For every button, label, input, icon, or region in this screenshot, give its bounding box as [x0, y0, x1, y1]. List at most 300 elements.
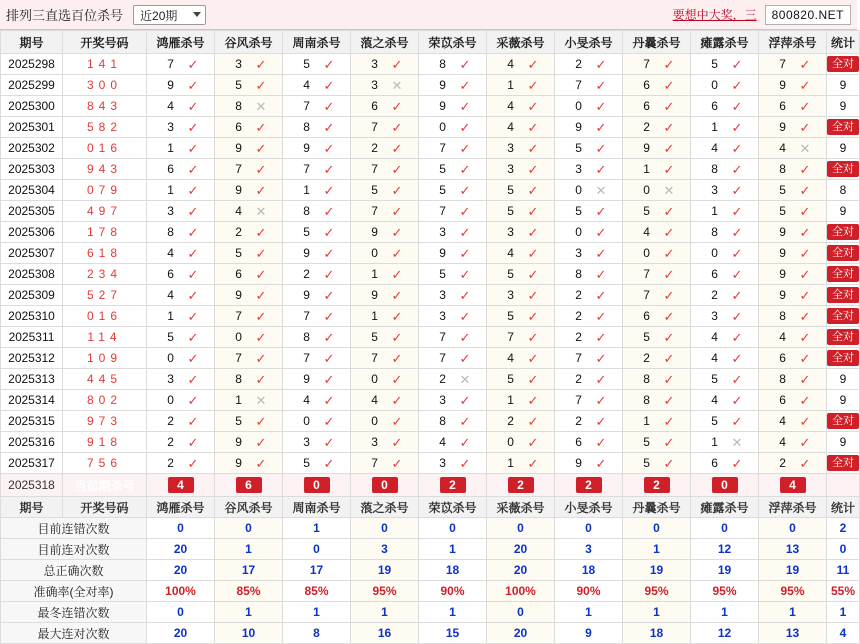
check-icon: ✓: [391, 119, 403, 135]
check-icon: ✓: [799, 245, 811, 261]
check-icon: ✓: [731, 287, 743, 303]
current-stat: [827, 474, 860, 497]
kill-number: 4: [643, 225, 650, 239]
row-draw-code: 973: [63, 411, 147, 432]
row-draw-code: 943: [63, 159, 147, 180]
kill-cell: [691, 411, 759, 432]
kill-number: 8: [643, 393, 650, 407]
kill-number: 0: [371, 372, 378, 386]
stat-value: 9: [839, 99, 847, 113]
summary-cell: [215, 539, 283, 560]
kill-cell: [759, 432, 827, 453]
kill-cell: [215, 369, 283, 390]
current-kill-cell: [759, 474, 827, 497]
check-icon: ✓: [799, 161, 811, 177]
kill-number: 9: [779, 246, 786, 260]
kill-cell: [759, 369, 827, 390]
row-issue: 2025309: [1, 285, 63, 306]
summary-value: 0: [177, 605, 184, 619]
kill-cell: [147, 201, 215, 222]
kill-number: 9: [439, 246, 446, 260]
kill-cell: [147, 306, 215, 327]
summary-cell: [419, 539, 487, 560]
kill-cell: [759, 243, 827, 264]
kill-cell: [759, 96, 827, 117]
summary-value: 17: [309, 563, 324, 577]
check-icon: ✓: [799, 182, 811, 198]
kill-cell: [351, 390, 419, 411]
kill-number: 2: [507, 414, 514, 428]
summary-total-value: 11: [836, 563, 850, 577]
kill-number: 6: [575, 435, 582, 449]
check-icon: ✓: [595, 413, 607, 429]
summary-column-header-1[interactable]: 开奖号码: [63, 497, 147, 518]
table-row[interactable]: [1, 327, 860, 348]
check-icon: ✓: [255, 371, 267, 387]
summary-total-value: 1: [839, 605, 847, 619]
summary-value: 0: [585, 521, 592, 535]
summary-total: [827, 623, 860, 644]
check-icon: ✓: [391, 455, 403, 471]
kill-number: 6: [235, 120, 242, 134]
kill-cell: [419, 327, 487, 348]
kill-cell: [215, 243, 283, 264]
row-issue: 2025313: [1, 369, 63, 390]
check-icon: ✓: [323, 434, 335, 450]
check-icon: ✓: [799, 203, 811, 219]
summary-value: 20: [173, 563, 188, 577]
row-stat: [827, 201, 860, 222]
promo-link[interactable]: 要想中大奖，三: [672, 8, 757, 22]
kill-number: 5: [575, 141, 582, 155]
kill-cell: [419, 411, 487, 432]
kill-number: 5: [507, 372, 514, 386]
kill-number: 7: [371, 456, 378, 470]
kill-number: 7: [439, 141, 446, 155]
check-icon: ✓: [595, 77, 607, 93]
check-icon: ✓: [187, 413, 199, 429]
check-icon: ✓: [323, 56, 335, 72]
check-icon: ✓: [391, 308, 403, 324]
kill-number: 9: [235, 288, 242, 302]
kill-number: 2: [575, 288, 582, 302]
check-icon: ✓: [595, 245, 607, 261]
table-row[interactable]: [1, 117, 860, 138]
kill-number: 3: [507, 225, 514, 239]
kill-number: 7: [235, 309, 242, 323]
kill-number: 5: [235, 246, 242, 260]
table-row[interactable]: [1, 411, 860, 432]
kill-cell: [691, 453, 759, 474]
kill-number: 9: [439, 78, 446, 92]
column-header-9[interactable]: 丹曩杀号: [623, 31, 691, 54]
check-icon: ✓: [595, 161, 607, 177]
table-row[interactable]: [1, 285, 860, 306]
kill-number: 5: [303, 57, 310, 71]
summary-total-value: 2: [839, 521, 847, 535]
summary-value: 20: [513, 626, 528, 640]
kill-number: 0: [643, 183, 650, 197]
kill-number: 8: [303, 204, 310, 218]
kill-cell: [215, 96, 283, 117]
table-row[interactable]: [1, 138, 860, 159]
table-row[interactable]: [1, 222, 860, 243]
summary-column-header-6[interactable]: 荣苡杀号: [419, 497, 487, 518]
kill-number: 2: [575, 414, 582, 428]
check-icon: ✓: [255, 329, 267, 345]
kill-number: 1: [711, 204, 718, 218]
kill-number: 8: [303, 120, 310, 134]
check-icon: ✓: [731, 329, 743, 345]
kill-cell: [759, 180, 827, 201]
kill-number: 7: [303, 162, 310, 176]
check-icon: ✓: [459, 98, 471, 114]
summary-value: 17: [241, 563, 256, 577]
check-icon: ✓: [731, 392, 743, 408]
kill-cell: [487, 285, 555, 306]
current-issue: 2025318: [1, 474, 63, 497]
kill-cell: [487, 138, 555, 159]
check-icon: ✓: [323, 350, 335, 366]
table-row[interactable]: [1, 264, 860, 285]
row-stat: [827, 453, 860, 474]
kill-number: 1: [643, 162, 650, 176]
column-header-6[interactable]: 荣苡杀号: [419, 31, 487, 54]
summary-cell: [487, 602, 555, 623]
table-row[interactable]: [1, 348, 860, 369]
kill-cell: [351, 159, 419, 180]
check-icon: ✓: [799, 287, 811, 303]
row-stat: [827, 96, 860, 117]
kill-number: 4: [235, 204, 242, 218]
kill-number: 1: [303, 183, 310, 197]
current-kill-cell: [691, 474, 759, 497]
summary-column-header-7[interactable]: 采薇杀号: [487, 497, 555, 518]
check-icon: ✓: [527, 119, 539, 135]
summary-column-header-3[interactable]: 谷风杀号: [215, 497, 283, 518]
kill-number: 8: [235, 372, 242, 386]
check-icon: ✓: [255, 119, 267, 135]
summary-value: 1: [653, 542, 660, 556]
kill-cell: [691, 348, 759, 369]
kill-cell: [215, 180, 283, 201]
summary-value: 1: [449, 542, 456, 556]
kill-number: 2: [575, 330, 582, 344]
column-header-0[interactable]: 期号: [1, 31, 63, 54]
kill-number: 9: [303, 372, 310, 386]
kill-number: 0: [439, 120, 446, 134]
summary-value: 8: [313, 626, 320, 640]
kill-number: 1: [371, 267, 378, 281]
kill-cell: [759, 159, 827, 180]
kill-number: 6: [167, 162, 174, 176]
summary-cell: [691, 602, 759, 623]
check-icon: ✓: [187, 203, 199, 219]
summary-cell: [759, 560, 827, 581]
check-icon: ✓: [391, 329, 403, 345]
check-icon: ✓: [391, 287, 403, 303]
summary-column-header-9[interactable]: 丹曩杀号: [623, 497, 691, 518]
summary-value: 13: [785, 542, 800, 556]
check-icon: ✓: [459, 413, 471, 429]
check-icon: ✓: [323, 329, 335, 345]
check-icon: ✓: [459, 455, 471, 471]
kill-cell: [487, 369, 555, 390]
row-draw-code: 114: [63, 327, 147, 348]
kill-number: 2: [167, 456, 174, 470]
kill-number: 9: [643, 141, 650, 155]
table-row[interactable]: [1, 180, 860, 201]
status-badge: 全对: [827, 161, 859, 177]
column-header-3[interactable]: 谷风杀号: [215, 31, 283, 54]
check-icon: ✓: [323, 266, 335, 282]
check-icon: ✓: [799, 371, 811, 387]
column-header-4[interactable]: 周南杀号: [283, 31, 351, 54]
row-stat: [827, 54, 860, 75]
table-row[interactable]: [1, 159, 860, 180]
table-row[interactable]: [1, 432, 860, 453]
kill-cell: [351, 117, 419, 138]
summary-header-row: [1, 497, 860, 518]
summary-cell: [419, 560, 487, 581]
check-icon: ✓: [731, 161, 743, 177]
kill-cell: [623, 390, 691, 411]
kill-cell: [759, 117, 827, 138]
kill-cell: [623, 243, 691, 264]
check-icon: ✓: [663, 455, 675, 471]
table-row[interactable]: [1, 369, 860, 390]
row-draw-code: 618: [63, 243, 147, 264]
summary-cell: [623, 518, 691, 539]
cross-icon: ✕: [391, 77, 403, 93]
kill-number: 7: [371, 120, 378, 134]
kill-number: 5: [303, 225, 310, 239]
column-header-7[interactable]: 采薇杀号: [487, 31, 555, 54]
summary-cell: [215, 602, 283, 623]
table-row[interactable]: [1, 453, 860, 474]
kill-number: 2: [167, 435, 174, 449]
kill-cell: [419, 432, 487, 453]
row-stat: [827, 432, 860, 453]
summary-column-header-4[interactable]: 周南杀号: [283, 497, 351, 518]
kill-number: 8: [167, 225, 174, 239]
kill-number: 0: [303, 414, 310, 428]
column-header-8[interactable]: 小旻杀号: [555, 31, 623, 54]
kill-cell: [351, 306, 419, 327]
kill-number: 4: [711, 351, 718, 365]
page-title: 排列三直选百位杀号: [6, 8, 124, 23]
kill-cell: [555, 306, 623, 327]
summary-value: 95%: [780, 584, 805, 598]
column-header-10[interactable]: 瘫露杀号: [691, 31, 759, 54]
row-draw-code: 234: [63, 264, 147, 285]
column-header-1[interactable]: 开奖号码: [63, 31, 147, 54]
check-icon: ✓: [527, 140, 539, 156]
kill-cell: [555, 180, 623, 201]
summary-column-header-2[interactable]: 鸿雁杀号: [147, 497, 215, 518]
check-icon: ✓: [459, 287, 471, 303]
kill-cell: [691, 54, 759, 75]
kill-cell: [351, 138, 419, 159]
period-select[interactable]: [133, 5, 206, 25]
kill-cell: [759, 75, 827, 96]
row-issue: 2025317: [1, 453, 63, 474]
kill-number: 0: [575, 183, 582, 197]
check-icon: ✓: [255, 56, 267, 72]
row-issue: 2025311: [1, 327, 63, 348]
check-icon: ✓: [527, 455, 539, 471]
kill-number: 6: [167, 267, 174, 281]
kill-cell: [419, 348, 487, 369]
kill-number: 3: [371, 435, 378, 449]
check-icon: ✓: [731, 56, 743, 72]
kill-number: 4: [303, 78, 310, 92]
check-icon: ✓: [527, 371, 539, 387]
column-header-12[interactable]: 统计: [827, 31, 860, 54]
stat-value: 9: [839, 141, 847, 155]
check-icon: ✓: [187, 329, 199, 345]
kill-cell: [215, 54, 283, 75]
check-icon: ✓: [595, 224, 607, 240]
kill-cell: [419, 369, 487, 390]
current-period-row: [1, 474, 860, 497]
summary-value: 12: [717, 626, 732, 640]
check-icon: ✓: [187, 350, 199, 366]
check-icon: ✓: [459, 140, 471, 156]
summary-column-header-5[interactable]: 蒗之杀号: [351, 497, 419, 518]
row-stat: [827, 117, 860, 138]
column-header-2[interactable]: 鸿雁杀号: [147, 31, 215, 54]
kill-number: 3: [711, 309, 718, 323]
check-icon: ✓: [255, 224, 267, 240]
table-row[interactable]: [1, 243, 860, 264]
summary-column-header-12[interactable]: 统计: [827, 497, 860, 518]
kill-number: 5: [439, 162, 446, 176]
check-icon: ✓: [323, 392, 335, 408]
kill-cell: [147, 453, 215, 474]
kill-number: 9: [235, 183, 242, 197]
kill-number: 2: [779, 456, 786, 470]
table-row[interactable]: [1, 54, 860, 75]
kill-number: 7: [371, 351, 378, 365]
kill-cell: [419, 243, 487, 264]
summary-value: 19: [785, 563, 800, 577]
table-row[interactable]: [1, 306, 860, 327]
kill-number: 2: [575, 57, 582, 71]
kill-cell: [283, 327, 351, 348]
cross-icon: ✕: [255, 203, 267, 219]
summary-cell: [691, 560, 759, 581]
status-badge: 全对: [827, 224, 859, 240]
summary-cell: [759, 623, 827, 644]
column-header-11[interactable]: 浮萍杀号: [759, 31, 827, 54]
check-icon: ✓: [663, 392, 675, 408]
check-icon: ✓: [255, 77, 267, 93]
kill-cell: [283, 243, 351, 264]
status-badge: 全对: [827, 308, 859, 324]
kill-cell: [283, 432, 351, 453]
kill-cell: [215, 201, 283, 222]
kill-number: 7: [779, 57, 786, 71]
kill-cell: [283, 453, 351, 474]
kill-number: 6: [779, 351, 786, 365]
summary-value: 0: [653, 521, 660, 535]
summary-cell: [351, 560, 419, 581]
status-badge: 全对: [827, 266, 859, 282]
check-icon: ✓: [459, 350, 471, 366]
check-icon: ✓: [731, 266, 743, 282]
kill-cell: [419, 159, 487, 180]
kill-cell: [691, 390, 759, 411]
summary-column-header-8[interactable]: 小旻杀号: [555, 497, 623, 518]
kill-cell: [555, 264, 623, 285]
kill-number: 9: [371, 288, 378, 302]
kill-number: 7: [303, 309, 310, 323]
row-issue: 2025307: [1, 243, 63, 264]
table-row[interactable]: [1, 201, 860, 222]
check-icon: ✓: [731, 371, 743, 387]
summary-value: 20: [513, 563, 528, 577]
kill-number: 8: [711, 225, 718, 239]
summary-total: [827, 602, 860, 623]
kill-number: 4: [167, 246, 174, 260]
summary-value: 0: [517, 605, 524, 619]
summary-cell: [555, 539, 623, 560]
row-issue: 2025312: [1, 348, 63, 369]
kill-number: 7: [371, 204, 378, 218]
kill-number: 9: [371, 225, 378, 239]
row-stat: [827, 390, 860, 411]
kill-number: 8: [439, 414, 446, 428]
kill-number: 3: [303, 435, 310, 449]
kill-number: 7: [643, 267, 650, 281]
summary-cell: [487, 539, 555, 560]
kill-number: 0: [371, 414, 378, 428]
summary-cell: [147, 518, 215, 539]
status-badge: 全对: [827, 350, 859, 366]
check-icon: ✓: [527, 392, 539, 408]
table-row[interactable]: [1, 390, 860, 411]
period-select-wrapper[interactable]: [133, 5, 206, 25]
row-draw-code: 178: [63, 222, 147, 243]
column-header-5[interactable]: 蒗之杀号: [351, 31, 419, 54]
summary-column-header-11[interactable]: 浮萍杀号: [759, 497, 827, 518]
check-icon: ✓: [663, 245, 675, 261]
check-icon: ✓: [323, 308, 335, 324]
kill-cell: [351, 201, 419, 222]
site-badge: 800820.NET: [765, 5, 851, 25]
kill-number: 6: [779, 99, 786, 113]
check-icon: ✓: [323, 203, 335, 219]
current-kill-number: 4: [168, 477, 194, 493]
check-icon: ✓: [731, 350, 743, 366]
kill-number: 9: [779, 225, 786, 239]
check-icon: ✓: [527, 434, 539, 450]
summary-column-header-10[interactable]: 瘫露杀号: [691, 497, 759, 518]
check-icon: ✓: [527, 287, 539, 303]
summary-value: 18: [445, 563, 460, 577]
kill-number: 4: [507, 246, 514, 260]
summary-cell: [147, 539, 215, 560]
summary-column-header-0[interactable]: 期号: [1, 497, 63, 518]
row-draw-code: 582: [63, 117, 147, 138]
check-icon: ✓: [391, 350, 403, 366]
table-row[interactable]: [1, 75, 860, 96]
check-icon: ✓: [391, 392, 403, 408]
table-row[interactable]: [1, 96, 860, 117]
kill-cell: [215, 222, 283, 243]
summary-value: 0: [177, 521, 184, 535]
